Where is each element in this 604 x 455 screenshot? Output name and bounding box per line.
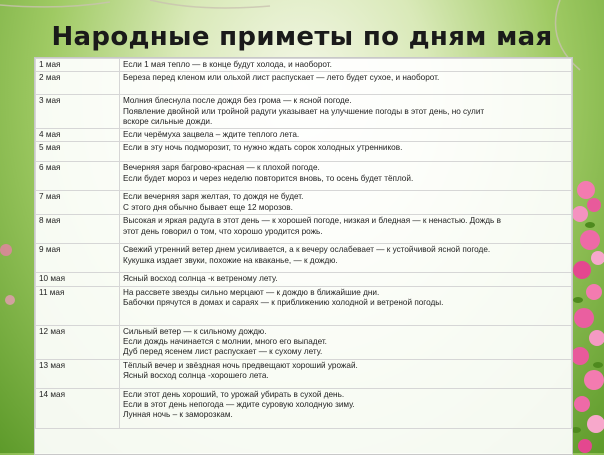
omen-text: Если в этот день непогода — ждите суровую холодную зиму.	[123, 399, 355, 409]
omens-table	[34, 57, 573, 455]
omen-text: вскоре сильные дожди.	[123, 116, 213, 126]
row-date: 13 мая	[36, 359, 120, 388]
table-row	[36, 286, 572, 325]
row-omens	[120, 95, 572, 129]
omen-text: Дуб перед ясенем лист распускает — к сухому лету.	[123, 347, 323, 357]
table-row	[36, 95, 572, 129]
row-omens	[120, 72, 572, 95]
page-title: Народные приметы по дням мая	[51, 22, 553, 52]
row-date: 7 мая	[36, 191, 120, 215]
omen-text: Свежий утренний ветер днем усиливается, а к вечеру ослабевает — к устойчивой ясной погоде.	[123, 245, 491, 255]
row-date: 2 мая	[36, 72, 120, 95]
omen-text: Бабочки прячутся в домах и сараях — к приближению холодной и ветреной погоды.	[123, 298, 444, 308]
omen-text: С этого дня обычно бывает еще 12 морозов.	[123, 202, 293, 212]
omen-text: Если черёмуха зацвела – ждите теплого лета.	[123, 130, 300, 140]
omen-text: Вечерняя заря багрово-красная — к плохой погоде.	[123, 163, 320, 173]
table-row	[36, 129, 572, 142]
omen-text: Появление двойной или тройной радуги указывает на улучшение погоды в этот день, но сулит	[123, 106, 485, 116]
omen-text: Сильный ветер — к сильному дождю.	[123, 326, 267, 336]
table-row	[36, 59, 572, 72]
row-omens	[120, 142, 572, 162]
row-omens	[120, 191, 572, 215]
omen-text: Лунная ночь – к заморозкам.	[123, 410, 233, 420]
table-row	[36, 215, 572, 244]
row-date: 8 мая	[36, 215, 120, 244]
row-date: 3 мая	[36, 95, 120, 129]
row-omens	[120, 162, 572, 191]
row-omens	[120, 325, 572, 359]
row-omens	[120, 244, 572, 273]
omen-text: Молния блеснула после дождя без грома — к ясной погоде.	[123, 96, 352, 106]
table-row	[36, 388, 572, 428]
table-row	[36, 244, 572, 273]
row-date: 6 мая	[36, 162, 120, 191]
table-row	[36, 72, 572, 95]
table-row	[36, 359, 572, 388]
omens-table-grid	[35, 58, 572, 429]
row-date: 9 мая	[36, 244, 120, 273]
table-row	[36, 273, 572, 286]
omen-text: Если 1 мая тепло — в конце будут холода, и наоборот.	[123, 60, 332, 69]
omens-table-body	[36, 59, 572, 429]
row-date: 14 мая	[36, 388, 120, 428]
table-row	[36, 162, 572, 191]
omen-text: Ясный восход солнца -к ветреному лету.	[123, 274, 278, 284]
table-row	[36, 191, 572, 215]
row-omens	[120, 388, 572, 428]
row-date: 12 мая	[36, 325, 120, 359]
omen-text: Кукушка издает звуки, похожие на кваканье, — к дождю.	[123, 255, 338, 265]
row-date: 11 мая	[36, 286, 120, 325]
row-date: 4 мая	[36, 129, 120, 142]
table-row	[36, 325, 572, 359]
omen-text: этот день говорил о том, что хорошо уродится рожь.	[123, 226, 323, 236]
row-omens	[120, 359, 572, 388]
row-date: 5 мая	[36, 142, 120, 162]
row-omens	[120, 273, 572, 286]
omen-text: Если вечерняя заря желтая, то дождя не будет.	[123, 192, 304, 202]
omen-text: Тёплый вечер и звёздная ночь предвещают хороший урожай.	[123, 360, 358, 370]
row-date: 10 мая	[36, 273, 120, 286]
omen-text: Если в эту ночь подморозит, то нужно ждать сорок холодных утренников.	[123, 143, 403, 153]
row-omens	[120, 286, 572, 325]
omen-text: Если будет мороз и через неделю повторится вновь, то осень будет тёплой.	[123, 173, 414, 183]
row-date: 1 мая	[36, 59, 120, 72]
row-omens	[120, 59, 572, 72]
omen-text: Высокая и яркая радуга в этот день — к хорошей погоде, низкая и бледная — к ненастью. Дождь в	[123, 216, 501, 226]
table-row	[36, 142, 572, 162]
omen-text: Ясный восход солнца -хорошего лета.	[123, 370, 269, 380]
omen-text: Если дождь начинается с молнии, много его выпадет.	[123, 337, 327, 347]
omen-text: На рассвете звезды сильно мерцают — к дождю в ближайшие дни.	[123, 287, 380, 297]
omen-text: Если этот день хороший, то урожай убирать в сухой день.	[123, 389, 345, 399]
omen-text: Береза перед кленом или ольхой лист распускает — лето будет сухое, и наоборот.	[123, 73, 440, 83]
row-omens	[120, 129, 572, 142]
row-omens	[120, 215, 572, 244]
